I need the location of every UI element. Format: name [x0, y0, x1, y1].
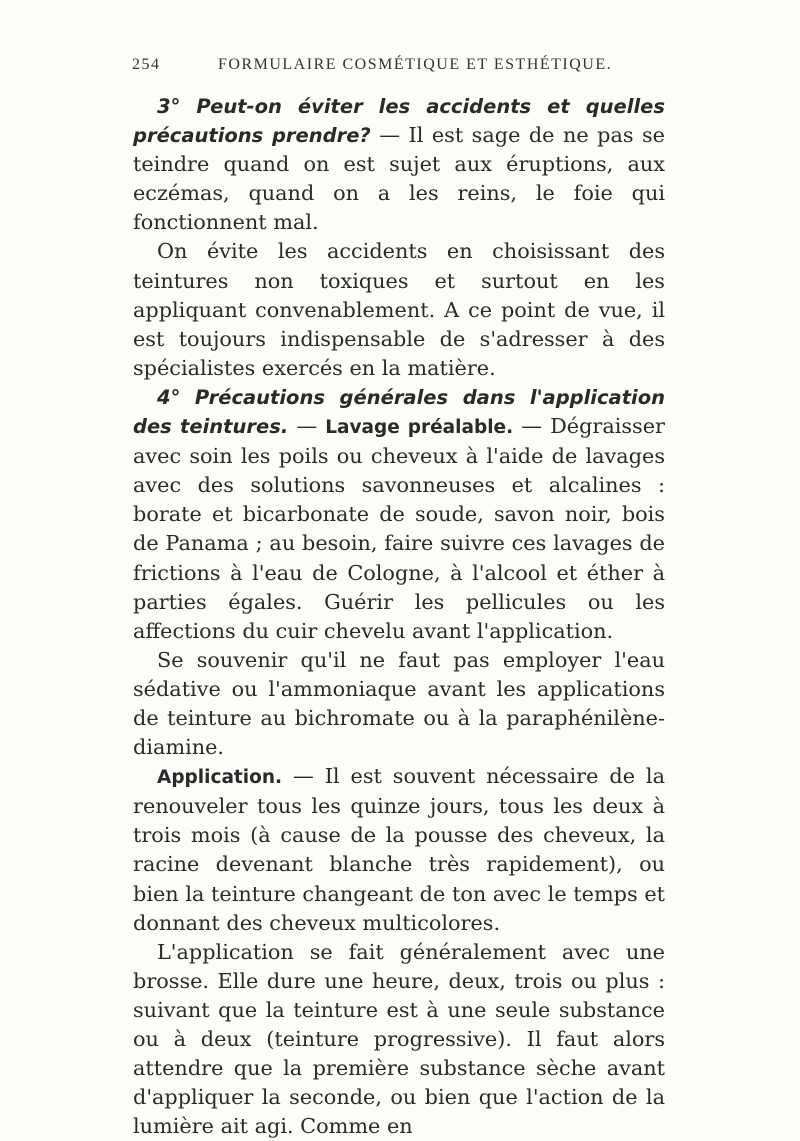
subheading-lavage: Lavage préalable. [325, 417, 514, 439]
paragraph-text: — Il est sage de ne pas se teindre quand on est sujet aux éruptions, aux eczémas, quand on a les reins, le foie qui fonctionnent mal. [133, 123, 665, 235]
paragraph-text: — Dégraisser avec soin les poils ou cheveux à l'aide de lavages avec des solutions savonneuses et alcalines : borate et bicarbonate de soude, savon noir, bois de Panama ; au besoin, faire suivre ces lavages de frictions à l'eau de Cologne, à l'alcool et éther à parties égales. Guérir les pellicules ou les affections du cuir chevelu avant l'application. [133, 414, 665, 643]
paragraph-section-4 [133, 383, 665, 646]
paragraph-question-3 [133, 92, 665, 237]
paragraph-application [133, 762, 665, 938]
heading-separator: — [288, 414, 326, 439]
paragraph [133, 646, 665, 762]
section-heading-3: 3° Peut-on éviter les accidents et quelles précautions prendre? [133, 95, 665, 148]
paragraph-text: — Il est souvent nécessaire de la renouveler tous les quinze jours, tous les deux à trois mois (à cause de la pousse des cheveux, la racine devenant blanche très rapidement), ou bien la teinture changeant de ton avec le temps et donnant des cheveux multicolores. [133, 764, 665, 935]
running-header [132, 56, 672, 86]
paragraph-text: Se souvenir qu'il ne faut pas employer l'eau sédative ou l'ammoniaque avant les applications de teinture au bichromate ou à la paraphénilène-diamine. [133, 647, 665, 760]
paragraph [133, 938, 665, 1141]
page-number: 254 [132, 56, 161, 73]
paragraph [133, 237, 665, 382]
paragraph-text: On évite les accidents en choisissant des teintures non toxiques et surtout en les appliquant convenablement. A ce point de vue, il est toujours indispensable de s'adresser à des spécialistes exercés en la matière. [133, 239, 665, 380]
running-title: FORMULAIRE COSMÉTIQUE ET ESTHÉTIQUE. [218, 56, 613, 73]
paragraph-text: L'application se fait généralement avec une brosse. Elle dure une heure, deux, trois ou plus : suivant que la teinture est à une seule substance ou à deux (teinture progressive). Il faut alors attendre que la première substance sèche avant d'appliquer la seconde, ou bien que l'action de la lumière ait agi. Comme en [133, 939, 665, 1139]
section-heading-4: 4° Précautions générales dans l'application des teintures. [133, 385, 665, 439]
subheading-application: Application. [157, 767, 283, 789]
body-text [133, 92, 665, 1141]
